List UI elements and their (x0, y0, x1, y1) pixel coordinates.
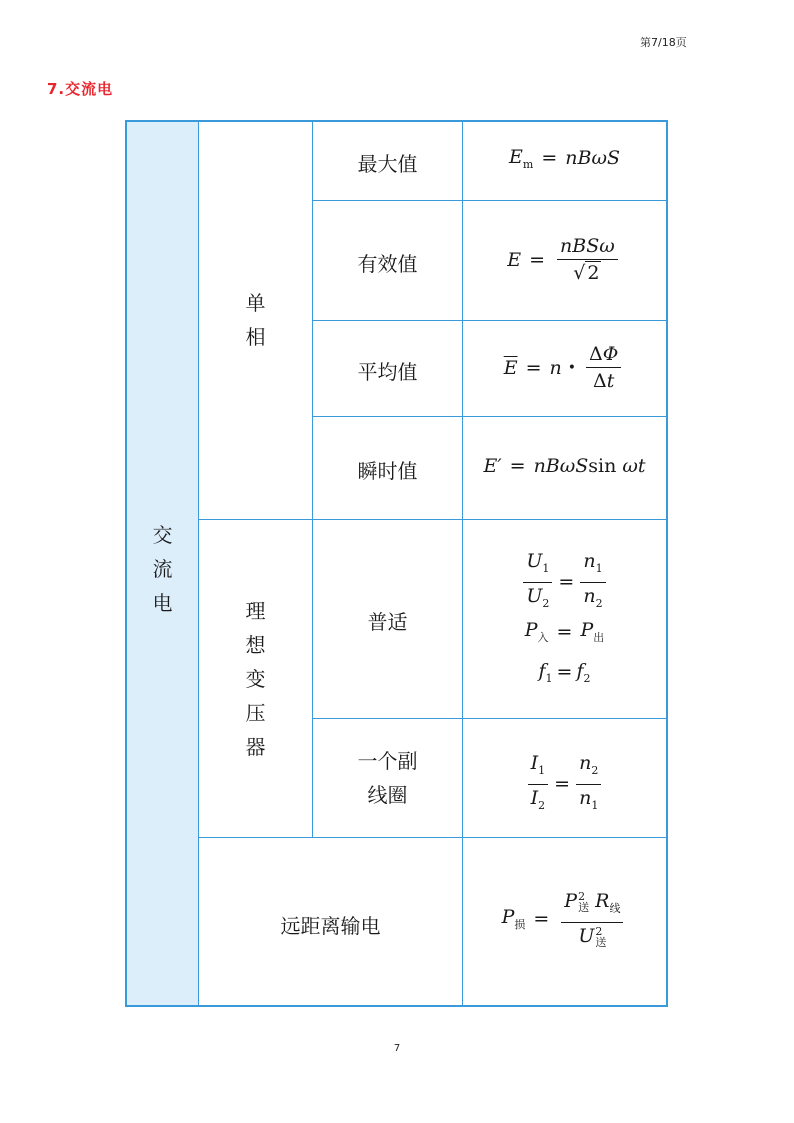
row-label: 有效值 (357, 252, 418, 276)
voltage-ratio-formula: $\frac{U_1}{U_2}$ = $\frac{n_1}{n_2}$ (463, 550, 666, 615)
row-label-cell (313, 719, 463, 838)
formula-table (125, 120, 668, 1007)
single-phase-label: 单 相 (245, 291, 266, 349)
average-value-formula: $\overline{E}$ = n • $\frac{\Delta\Phi}{\Delta t}$ (463, 343, 666, 392)
main-category-cell (127, 122, 199, 1005)
row-label-cell (313, 417, 463, 520)
formula-cell (463, 321, 666, 417)
section-title: 7.交流电 (47, 80, 114, 98)
power-balance-formula: $P_入$ = $P_出$ (524, 619, 605, 644)
single-phase-cell (199, 122, 313, 520)
row-label-cell (313, 122, 463, 201)
row-label: 普适 (367, 610, 408, 634)
max-value-formula: $E_m$ = nBωS (509, 146, 620, 171)
main-category-label: 交 流 电 (152, 523, 173, 615)
transmission-label-cell (199, 838, 463, 1005)
frequency-formula: $f_1$ = $f_2$ (538, 660, 591, 685)
formula-cell (463, 719, 666, 838)
formula-cell (463, 122, 666, 201)
page-indicator: 第7/18页 (640, 36, 687, 49)
transformer-label: 理 想 变 压 器 (245, 599, 266, 759)
formula-cell (463, 838, 666, 1005)
current-ratio-formula: $\frac{I_1}{I_2}$ = $\frac{n_2}{n_1}$ (463, 752, 666, 817)
transmission-label: 远距离输电 (280, 914, 381, 938)
formula-cell (463, 201, 666, 321)
effective-value-formula: E = $\frac{\text{nBSω}}{√ 2}$ (463, 235, 666, 284)
row-label-cell (313, 201, 463, 321)
row-label: 一个副 线圈 (357, 749, 418, 807)
formula-cell (463, 520, 666, 719)
transformer-cell (199, 520, 313, 838)
row-label: 瞬时值 (357, 459, 418, 483)
row-label-cell (313, 520, 463, 719)
formula-cell (463, 417, 666, 520)
row-label: 最大值 (357, 152, 418, 176)
row-label: 平均值 (357, 360, 418, 384)
page-number: 7 (393, 1043, 401, 1054)
row-label-cell (313, 321, 463, 417)
transmission-loss-formula: $P_损$ = P 2 送 $R_线$ U 2 送 (463, 890, 666, 948)
instantaneous-value-formula: E′ = nBωSsin ωt (483, 455, 646, 477)
